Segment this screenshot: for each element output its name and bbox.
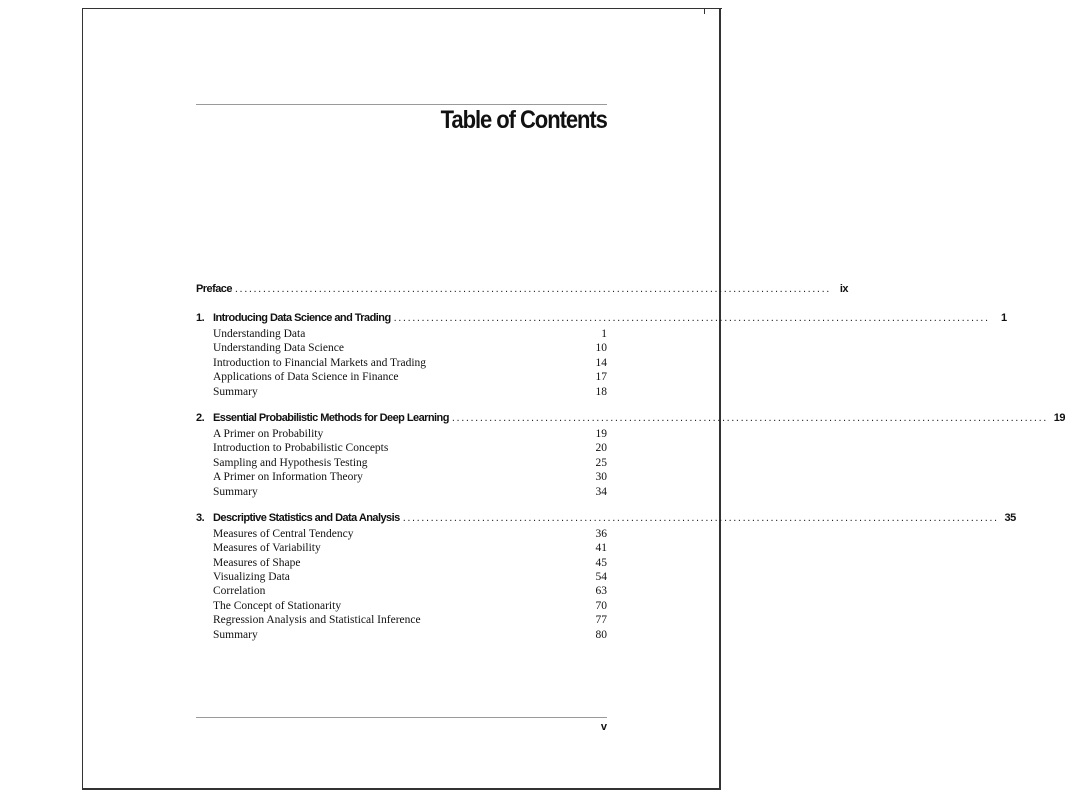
- dot-leader: ................................................................................................................................: [402, 511, 999, 524]
- section-page: 45: [595, 556, 607, 569]
- section-label: Introduction to Probabilistic Concepts: [213, 442, 389, 455]
- chapter-page: 19: [1053, 411, 1065, 424]
- toc-section[interactable]: [196, 542, 607, 556]
- toc-section[interactable]: [196, 442, 607, 456]
- section-label: Summary: [213, 485, 258, 498]
- section-label: Measures of Shape: [213, 556, 301, 569]
- dot-leader: ................................................................................................................................: [393, 312, 990, 324]
- chapter-title: Introducing Data Science and Trading: [213, 312, 391, 324]
- toc-section[interactable]: [196, 629, 607, 643]
- section-page: 18: [595, 385, 607, 398]
- section-label: Understanding Data Science: [213, 342, 344, 355]
- title-rule: [196, 104, 607, 105]
- toc-section[interactable]: [196, 428, 607, 442]
- section-page: 14: [595, 356, 607, 369]
- toc-section[interactable]: [196, 528, 607, 542]
- section-label: Summary: [213, 628, 258, 641]
- chapter-number: 2.: [196, 411, 205, 424]
- section-label: The Concept of Stationarity: [213, 599, 342, 612]
- toc-section[interactable]: [196, 328, 607, 342]
- section-page: 36: [595, 527, 607, 540]
- section-label: Summary: [213, 385, 258, 398]
- section-label: Visualizing Data: [213, 571, 290, 584]
- section-label: Applications of Data Science in Finance: [213, 371, 399, 384]
- section-page: 20: [595, 442, 607, 455]
- toc-section[interactable]: [196, 371, 607, 385]
- section-label: Sampling and Hypothesis Testing: [213, 456, 368, 469]
- section-label: Measures of Variability: [213, 542, 321, 555]
- toc-section[interactable]: [196, 457, 607, 471]
- section-page: 30: [595, 471, 607, 484]
- toc-section[interactable]: [196, 486, 607, 500]
- toc-section[interactable]: [196, 357, 607, 371]
- section-label: Correlation: [213, 585, 266, 598]
- chapter-page: 35: [1004, 511, 1016, 524]
- dot-leader: ................................................................................................................................: [451, 411, 1048, 424]
- section-page: 63: [595, 585, 607, 598]
- section-label: A Primer on Information Theory: [213, 471, 363, 484]
- toc-section[interactable]: [196, 342, 607, 356]
- section-label: A Primer on Probability: [213, 427, 324, 440]
- toc-entry-preface[interactable]: [196, 283, 848, 299]
- chapter-number: 1.: [196, 312, 205, 324]
- section-label: Regression Analysis and Statistical Inference: [213, 614, 421, 627]
- dot-leader: ................................................................................................................................: [234, 283, 831, 295]
- toc-chapter-1[interactable]: [196, 312, 1007, 328]
- toc-section[interactable]: [196, 557, 607, 571]
- section-label: Understanding Data: [213, 328, 306, 340]
- page-title: Table of Contents: [440, 106, 607, 134]
- toc-section[interactable]: [196, 600, 607, 614]
- section-page: 54: [595, 571, 607, 584]
- toc-section[interactable]: [196, 571, 607, 585]
- toc-section[interactable]: [196, 386, 607, 400]
- toc-chapter-3[interactable]: [196, 511, 1016, 528]
- toc-section[interactable]: [196, 471, 607, 485]
- entry-label: Preface: [196, 283, 232, 295]
- section-page: 77: [595, 614, 607, 627]
- toc-section[interactable]: [196, 585, 607, 599]
- toc-chapter-2[interactable]: [196, 411, 1065, 428]
- chapter-title: Essential Probabilistic Methods for Deep Learning: [213, 411, 449, 424]
- section-page: 10: [595, 342, 607, 355]
- chapter-title: Descriptive Statistics and Data Analysis: [213, 511, 400, 524]
- section-page: 34: [595, 485, 607, 498]
- section-page: 19: [595, 427, 607, 440]
- page-corner: [704, 8, 722, 14]
- chapter-page: 1: [1001, 312, 1007, 324]
- section-label: Introduction to Financial Markets and Trading: [213, 356, 427, 369]
- section-page: 70: [595, 599, 607, 612]
- chapter-number: 3.: [196, 511, 205, 524]
- section-page: 25: [595, 456, 607, 469]
- section-page: 17: [595, 371, 607, 384]
- footer-rule: [196, 717, 607, 718]
- table-of-contents: [196, 283, 1065, 643]
- page-number: v: [600, 721, 607, 733]
- section-page: 80: [595, 628, 607, 641]
- entry-page: ix: [839, 283, 848, 295]
- section-page: 41: [595, 542, 607, 555]
- section-page: 1: [601, 328, 607, 340]
- toc-section[interactable]: [196, 614, 607, 628]
- section-label: Measures of Central Tendency: [213, 527, 354, 540]
